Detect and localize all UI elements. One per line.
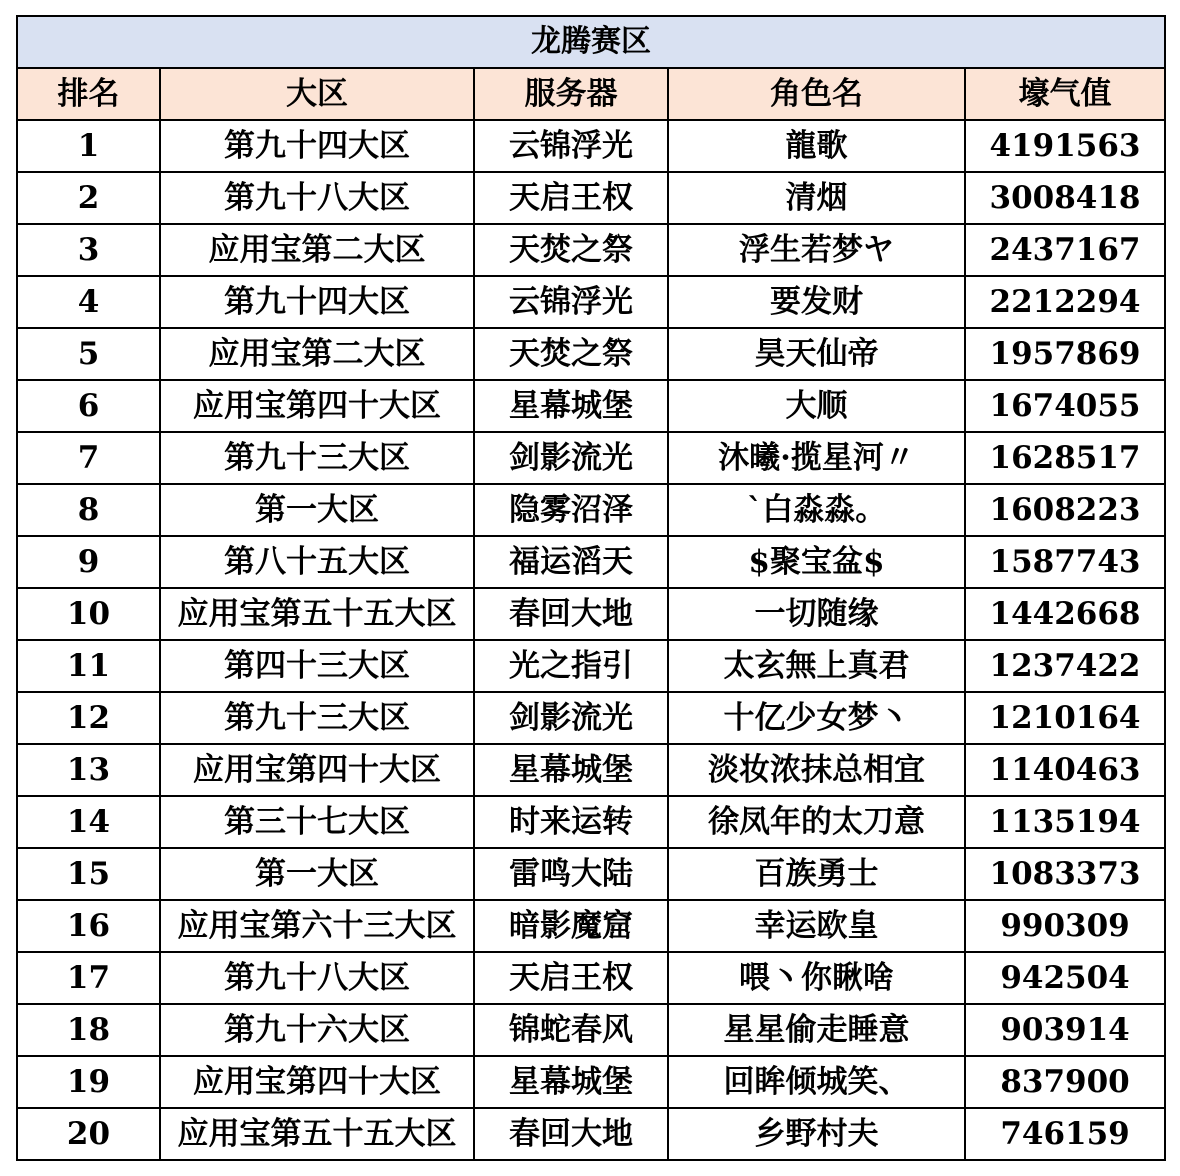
cell-role: 沐曦·揽星河〃 bbox=[668, 432, 965, 484]
cell-server: 雷鸣大陆 bbox=[474, 848, 668, 900]
table-row bbox=[17, 1056, 1165, 1108]
table-row bbox=[17, 1004, 1165, 1056]
cell-rank: 6 bbox=[17, 380, 160, 432]
cell-rank: 4 bbox=[17, 276, 160, 328]
cell-rank: 3 bbox=[17, 224, 160, 276]
cell-role: 星星偷走睡意 bbox=[668, 1004, 965, 1056]
cell-rank: 15 bbox=[17, 848, 160, 900]
header-row bbox=[17, 68, 1165, 120]
cell-rank: 17 bbox=[17, 952, 160, 1004]
cell-value: 942504 bbox=[965, 952, 1165, 1004]
cell-region: 第九十三大区 bbox=[160, 692, 474, 744]
cell-server: 天焚之祭 bbox=[474, 328, 668, 380]
cell-server: 星幕城堡 bbox=[474, 380, 668, 432]
table-row bbox=[17, 484, 1165, 536]
cell-region: 第九十三大区 bbox=[160, 432, 474, 484]
ranking-table bbox=[16, 15, 1166, 1161]
table-row bbox=[17, 224, 1165, 276]
cell-value: 837900 bbox=[965, 1056, 1165, 1108]
cell-role: 太玄無上真君 bbox=[668, 640, 965, 692]
table-row bbox=[17, 380, 1165, 432]
cell-rank: 13 bbox=[17, 744, 160, 796]
cell-role: 淡妆浓抹总相宜 bbox=[668, 744, 965, 796]
cell-rank: 11 bbox=[17, 640, 160, 692]
cell-region: 应用宝第四十大区 bbox=[160, 380, 474, 432]
cell-role: 要发财 bbox=[668, 276, 965, 328]
header-server: 服务器 bbox=[474, 68, 668, 120]
cell-region: 应用宝第二大区 bbox=[160, 224, 474, 276]
cell-region: 应用宝第五十五大区 bbox=[160, 1108, 474, 1160]
cell-role: 乡野村夫 bbox=[668, 1108, 965, 1160]
cell-rank: 9 bbox=[17, 536, 160, 588]
cell-server: 时来运转 bbox=[474, 796, 668, 848]
cell-server: 剑影流光 bbox=[474, 432, 668, 484]
cell-value: 1140463 bbox=[965, 744, 1165, 796]
cell-region: 第九十四大区 bbox=[160, 120, 474, 172]
cell-role: 徐凤年的太刀意 bbox=[668, 796, 965, 848]
cell-rank: 16 bbox=[17, 900, 160, 952]
cell-region: 第九十四大区 bbox=[160, 276, 474, 328]
table-row bbox=[17, 640, 1165, 692]
cell-value: 990309 bbox=[965, 900, 1165, 952]
cell-region: 第四十三大区 bbox=[160, 640, 474, 692]
cell-server: 锦蛇春风 bbox=[474, 1004, 668, 1056]
cell-region: 第九十八大区 bbox=[160, 952, 474, 1004]
cell-rank: 10 bbox=[17, 588, 160, 640]
table-row bbox=[17, 848, 1165, 900]
cell-region: 应用宝第四十大区 bbox=[160, 1056, 474, 1108]
cell-value: 1083373 bbox=[965, 848, 1165, 900]
cell-server: 春回大地 bbox=[474, 588, 668, 640]
cell-region: 应用宝第六十三大区 bbox=[160, 900, 474, 952]
cell-value: 1674055 bbox=[965, 380, 1165, 432]
cell-server: 隐雾沼泽 bbox=[474, 484, 668, 536]
table-row bbox=[17, 172, 1165, 224]
cell-rank: 18 bbox=[17, 1004, 160, 1056]
table-row bbox=[17, 744, 1165, 796]
table-row bbox=[17, 796, 1165, 848]
table-row bbox=[17, 692, 1165, 744]
cell-role: 昊天仙帝 bbox=[668, 328, 965, 380]
cell-server: 光之指引 bbox=[474, 640, 668, 692]
cell-server: 天焚之祭 bbox=[474, 224, 668, 276]
cell-value: 1442668 bbox=[965, 588, 1165, 640]
cell-role: 一切随缘 bbox=[668, 588, 965, 640]
cell-role: 龍歌 bbox=[668, 120, 965, 172]
table-row bbox=[17, 1108, 1165, 1160]
cell-rank: 8 bbox=[17, 484, 160, 536]
cell-rank: 1 bbox=[17, 120, 160, 172]
cell-server: 春回大地 bbox=[474, 1108, 668, 1160]
cell-value: 1608223 bbox=[965, 484, 1165, 536]
cell-role: $聚宝盆$ bbox=[668, 536, 965, 588]
cell-rank: 14 bbox=[17, 796, 160, 848]
cell-region: 第一大区 bbox=[160, 848, 474, 900]
cell-region: 第一大区 bbox=[160, 484, 474, 536]
table-row bbox=[17, 328, 1165, 380]
cell-server: 福运滔天 bbox=[474, 536, 668, 588]
header-region: 大区 bbox=[160, 68, 474, 120]
cell-region: 第九十八大区 bbox=[160, 172, 474, 224]
cell-rank: 5 bbox=[17, 328, 160, 380]
table-row bbox=[17, 588, 1165, 640]
cell-region: 应用宝第四十大区 bbox=[160, 744, 474, 796]
cell-server: 剑影流光 bbox=[474, 692, 668, 744]
table-row bbox=[17, 276, 1165, 328]
cell-value: 2212294 bbox=[965, 276, 1165, 328]
cell-role: 大顺 bbox=[668, 380, 965, 432]
title-row bbox=[17, 16, 1165, 68]
cell-value: 1135194 bbox=[965, 796, 1165, 848]
cell-value: 1957869 bbox=[965, 328, 1165, 380]
table-title: 龙腾赛区 bbox=[17, 16, 1165, 68]
cell-value: 1587743 bbox=[965, 536, 1165, 588]
cell-role: 喂丶你瞅啥 bbox=[668, 952, 965, 1004]
cell-server: 云锦浮光 bbox=[474, 120, 668, 172]
cell-role: 幸运欧皇 bbox=[668, 900, 965, 952]
cell-rank: 2 bbox=[17, 172, 160, 224]
table-row bbox=[17, 120, 1165, 172]
cell-region: 第八十五大区 bbox=[160, 536, 474, 588]
cell-value: 903914 bbox=[965, 1004, 1165, 1056]
cell-role: 回眸倾城笑、 bbox=[668, 1056, 965, 1108]
cell-value: 1237422 bbox=[965, 640, 1165, 692]
cell-region: 应用宝第二大区 bbox=[160, 328, 474, 380]
cell-server: 星幕城堡 bbox=[474, 744, 668, 796]
cell-region: 第三十七大区 bbox=[160, 796, 474, 848]
cell-role: 清烟 bbox=[668, 172, 965, 224]
cell-rank: 7 bbox=[17, 432, 160, 484]
cell-value: 746159 bbox=[965, 1108, 1165, 1160]
cell-value: 1210164 bbox=[965, 692, 1165, 744]
header-role: 角色名 bbox=[668, 68, 965, 120]
table-row bbox=[17, 432, 1165, 484]
cell-server: 星幕城堡 bbox=[474, 1056, 668, 1108]
cell-server: 暗影魔窟 bbox=[474, 900, 668, 952]
cell-value: 4191563 bbox=[965, 120, 1165, 172]
cell-role: 十亿少女梦丶 bbox=[668, 692, 965, 744]
cell-region: 应用宝第五十五大区 bbox=[160, 588, 474, 640]
header-value: 壕气值 bbox=[965, 68, 1165, 120]
table-row bbox=[17, 952, 1165, 1004]
header-rank: 排名 bbox=[17, 68, 160, 120]
cell-value: 3008418 bbox=[965, 172, 1165, 224]
cell-role: 百族勇士 bbox=[668, 848, 965, 900]
cell-rank: 20 bbox=[17, 1108, 160, 1160]
cell-value: 2437167 bbox=[965, 224, 1165, 276]
cell-rank: 19 bbox=[17, 1056, 160, 1108]
cell-rank: 12 bbox=[17, 692, 160, 744]
table-row bbox=[17, 536, 1165, 588]
cell-role: 浮生若梦ヤ bbox=[668, 224, 965, 276]
cell-value: 1628517 bbox=[965, 432, 1165, 484]
table-row bbox=[17, 900, 1165, 952]
cell-server: 天启王权 bbox=[474, 172, 668, 224]
cell-role: ˋ白淼淼。 bbox=[668, 484, 965, 536]
cell-server: 天启王权 bbox=[474, 952, 668, 1004]
cell-region: 第九十六大区 bbox=[160, 1004, 474, 1056]
cell-server: 云锦浮光 bbox=[474, 276, 668, 328]
